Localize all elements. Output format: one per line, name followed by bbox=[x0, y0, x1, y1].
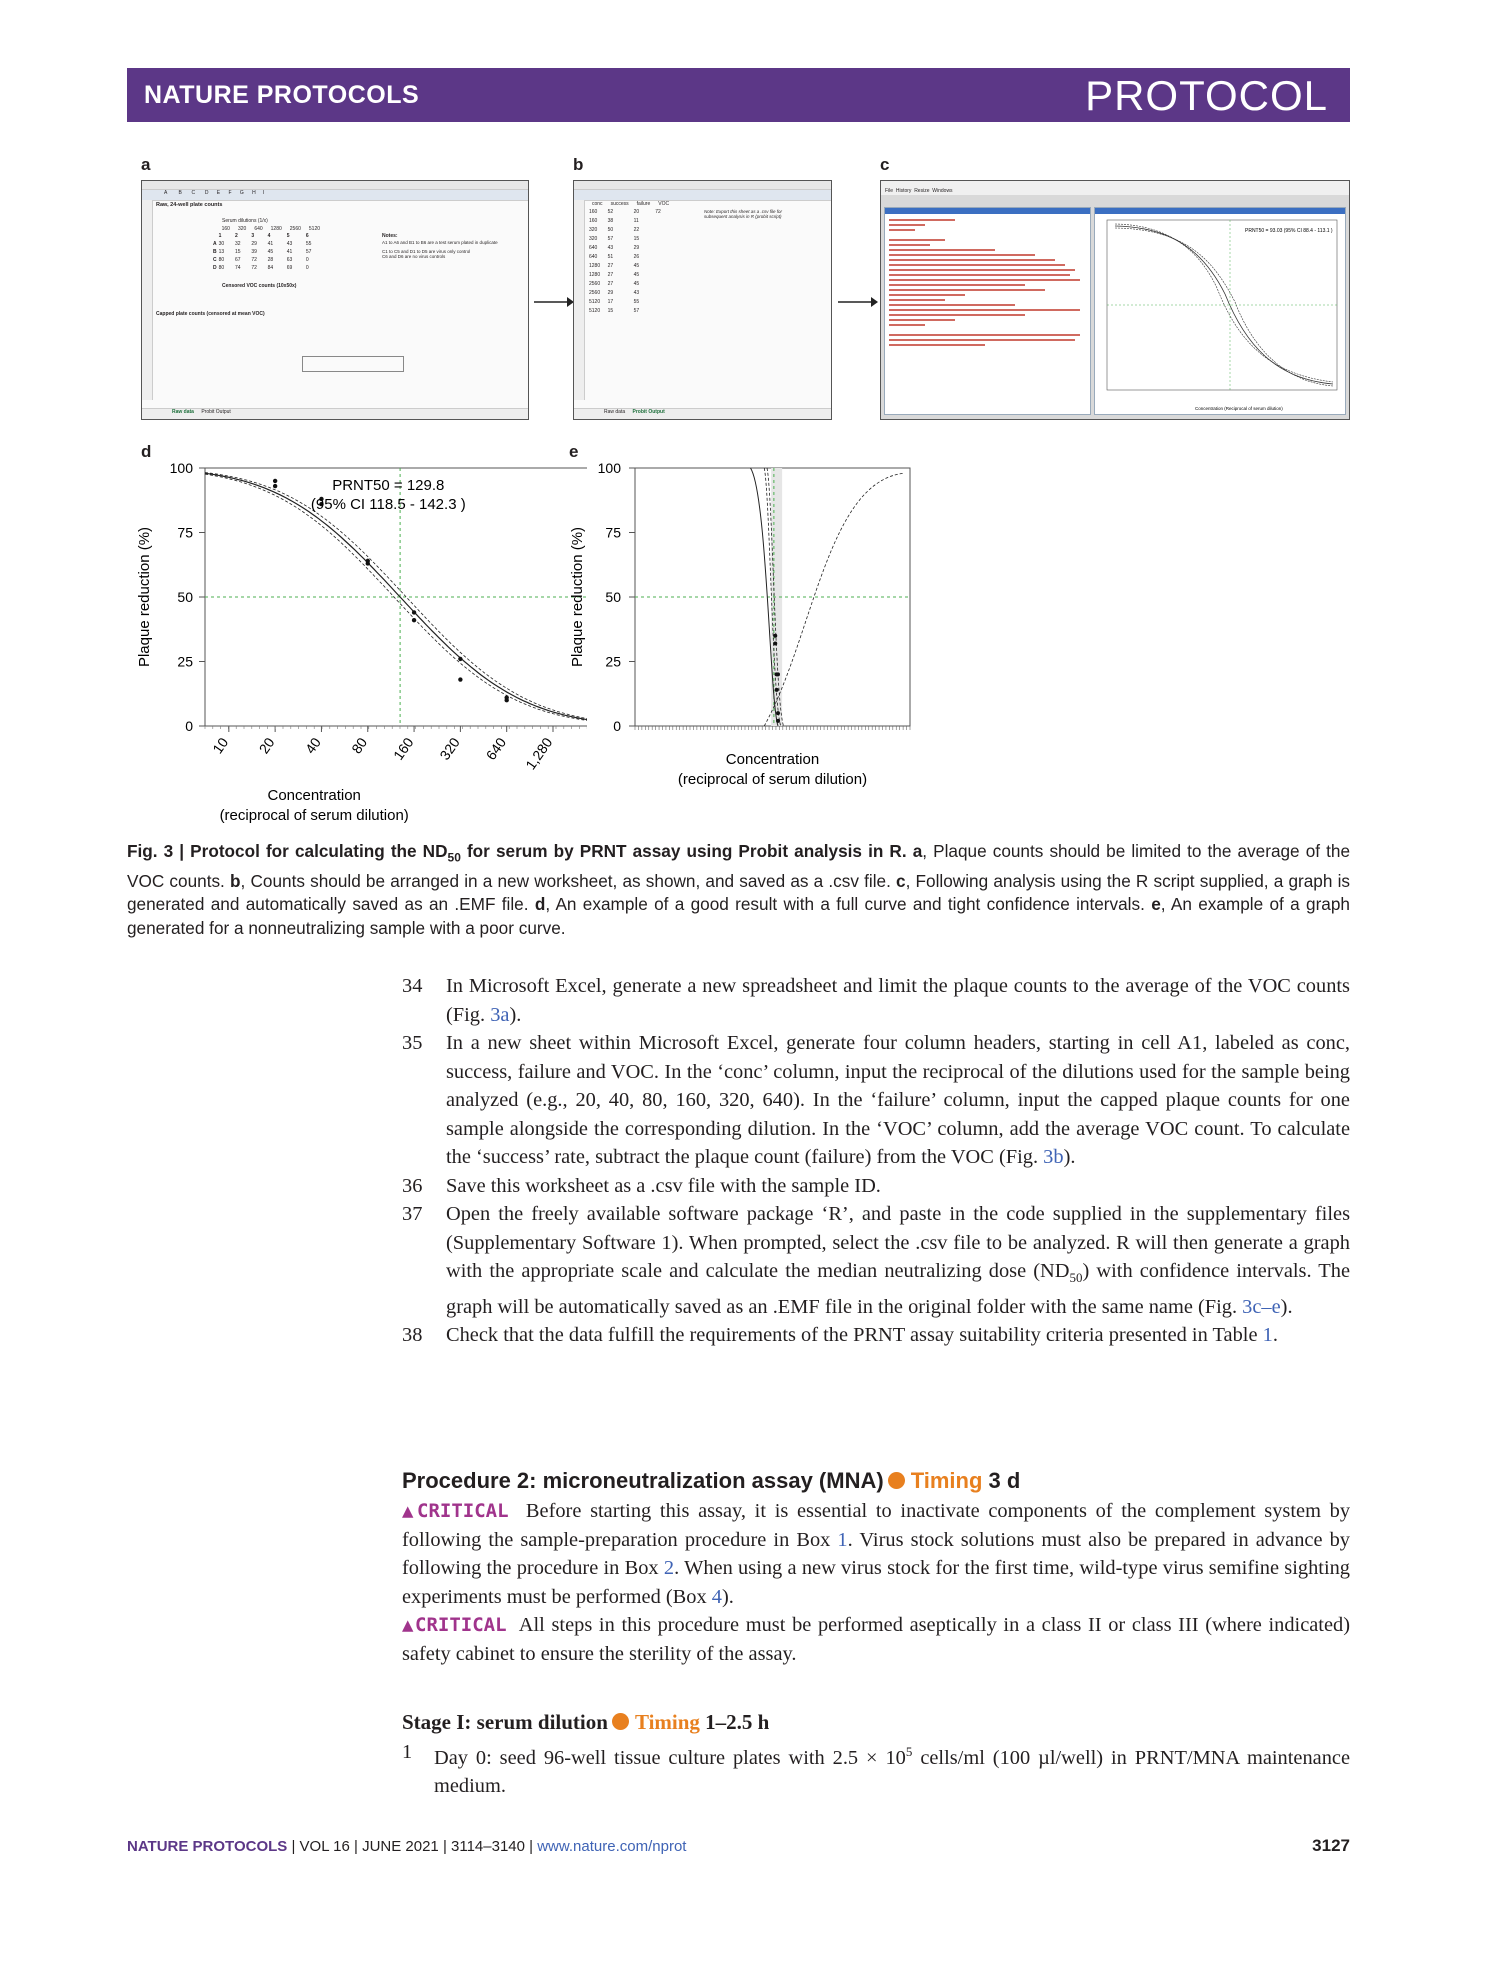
notes-title: Notes: bbox=[382, 233, 398, 239]
nd50-annotation: PRNT50 = 129.8 bbox=[332, 477, 445, 494]
raw-counts-table: 160 320 640 1280 2560 5120 1 2 3 4 5 6 A 30 32 29 41 43 55 B 13 15 39 45 41 57 C 80 67 72 28 63 0 D 80 74 72 84 69 0 bbox=[213, 226, 321, 271]
timing-dot-icon bbox=[888, 1472, 905, 1489]
censored-title: Censored VOC counts (10x50x) bbox=[222, 283, 297, 289]
panel-label-a: a bbox=[141, 155, 151, 174]
probit-input-table: conc success failure VOC 160 52 20 72 160 38 11 320 50 22 320 57 15 640 43 29 640 51 26 1280 27 45 1280 27 45 2560 27 45 2560 29 43 5120 17 55 5120 15 57 bbox=[589, 201, 670, 314]
y-tick-label: 75 bbox=[605, 524, 621, 541]
ci-annotation: (95% CI 118.5 - 142.3 ) bbox=[310, 496, 466, 513]
data-point bbox=[458, 657, 462, 661]
r-menu: File History Resize Windows bbox=[881, 188, 1349, 195]
svg-text:Concentration (Reciprocal of s: Concentration (Reciprocal of serum dilution) bbox=[1195, 406, 1283, 411]
data-point bbox=[773, 641, 777, 645]
y-tick-label: 0 bbox=[185, 718, 193, 734]
chart-e bbox=[560, 440, 920, 800]
ci-upper-curve bbox=[764, 473, 904, 726]
sheet-title: Raw, 24-well plate counts bbox=[156, 202, 223, 208]
x-tick-label: 320 bbox=[436, 734, 463, 763]
y-tick-label: 100 bbox=[169, 460, 193, 476]
data-point bbox=[773, 634, 777, 638]
x-axis-label-2: (reciprocal of serum dilution) bbox=[677, 771, 868, 788]
r-code-lines bbox=[885, 214, 1090, 414]
x-tick-label: 20 bbox=[255, 734, 278, 757]
r-gui-screenshot-c bbox=[880, 180, 1350, 420]
panel-label-e: e bbox=[569, 442, 579, 461]
sheet-tab-probit-b[interactable]: Probit Output bbox=[632, 409, 665, 415]
box-link[interactable]: 2 bbox=[663, 1557, 675, 1579]
r-plot-preview bbox=[1095, 214, 1345, 414]
r-console bbox=[884, 207, 1091, 415]
y-tick-label: 50 bbox=[605, 589, 621, 605]
x-tick-label: 80 bbox=[348, 734, 371, 757]
chart-d bbox=[127, 440, 587, 830]
fig-link[interactable]: 3b bbox=[1043, 1146, 1064, 1168]
procedure-steps bbox=[402, 972, 1350, 1350]
box-link[interactable]: 1 bbox=[837, 1528, 848, 1551]
page-number: 3127 bbox=[1312, 1836, 1350, 1855]
x-axis-label-2: (reciprocal of serum dilution) bbox=[219, 807, 409, 824]
export-note: Note: Export this sheet as a .csv file for subsequent analysis in R (probit script) bbox=[704, 209, 783, 219]
x-tick-label: 160 bbox=[390, 734, 417, 763]
critical-note-2: ▲CRITICAL All steps in this procedure must be performed aseptically in a class II or class III (where indicated) safety cabinet to ensure the sterility of the assay. bbox=[402, 1614, 1351, 1665]
fig-link[interactable]: 3c–e bbox=[1242, 1295, 1281, 1318]
table-link[interactable]: 1 bbox=[1262, 1324, 1273, 1347]
capped-title: Capped plate counts (censored at mean VOC) bbox=[156, 311, 265, 317]
step-35: 35 In a new sheet within Microsoft Excel, generate four column headers, starting in cell A1, labeled as conc, success, failure and VOC. In the ‘conc’ column, input the reciprocal of the dilutions used for the sample being analyzed (e.g., 20, 40, 80, 160, 320, 640). In the ‘failure’ column, input the capped plaque counts for one sample alongside the corresponding dilution. In the ‘VOC’ column, add the average VOC count. To calculate the ‘success’ rate, subtract the plaque count (failure) from the VOC (Fig. 3b). bbox=[402, 1032, 1350, 1168]
spreadsheet-screenshot-b bbox=[573, 180, 832, 420]
x-tick-label: 640 bbox=[482, 734, 510, 763]
data-point bbox=[776, 672, 780, 676]
critical-note-1: ▲CRITICAL Before starting this assay, it is essential to inactivate components of the complement system by following the sample-preparation procedure in Box 1. Virus stock solutions must also be prepared in advance by following the procedure in Box 2. When using a new virus stock for the first time, wild-type virus semifine sighting experiments must be performed (Box 4). bbox=[402, 1500, 1351, 1608]
step-37: 37 Open the freely available software package ‘R’, and paste in the code supplied in the supplementary files (Supplementary Software 1). When prompted, select the .csv file to be analyzed. R will then generate a graph with the appropriate scale and calculate the median neutralizing dose $(ND_{50})$ with confidence intervals. The graph will be automatically saved as an .EMF file in the original folder with the same name (Fig. 3c–e). bbox=[402, 1203, 1351, 1318]
y-axis-label: Plaque reduction (%) bbox=[569, 526, 586, 668]
box-link[interactable]: 4 bbox=[711, 1585, 722, 1608]
data-point bbox=[412, 618, 416, 622]
x-tick-label: 10 bbox=[209, 734, 232, 757]
step-36: 36 Save this worksheet as a .csv file with the sample ID. bbox=[402, 1174, 881, 1197]
sheet-tab-raw[interactable]: Raw data bbox=[172, 409, 194, 415]
panel-label-b: b bbox=[573, 155, 584, 174]
step-1: 1 Day 0: seed 96-well tissue culture plates with $2.5 \times 10^5$ cells/ml (100 µl/well) in PRNT/MNA maintenance medium. bbox=[402, 1741, 1350, 1798]
y-tick-label: 75 bbox=[177, 524, 193, 541]
data-point bbox=[458, 677, 462, 681]
data-point bbox=[775, 688, 779, 692]
page-footer: NATURE PROTOCOLS | VOL 16 | JUNE 2021 | 3114–3140 | www.nature.com/nprot bbox=[127, 1838, 687, 1855]
arrow-right-icon bbox=[534, 295, 574, 309]
panel-label-d: d bbox=[141, 442, 152, 461]
y-tick-label: 25 bbox=[177, 653, 193, 670]
y-tick-label: 100 bbox=[597, 460, 621, 476]
y-axis-label: Plaque reduction (%) bbox=[136, 526, 153, 668]
fig-link[interactable]: 3a bbox=[490, 1003, 510, 1026]
critical-label: ▲CRITICAL bbox=[402, 1614, 507, 1636]
svg-text:PRNT50 = 93.03 (95% CI 88.4 -: PRNT50 = 93.03 (95% CI 88.4 - 113.1 ) bbox=[1245, 228, 1333, 234]
y-tick-label: 25 bbox=[605, 653, 621, 670]
x-tick-label: 40 bbox=[301, 734, 324, 757]
y-tick-label: 0 bbox=[613, 718, 621, 734]
data-point bbox=[412, 610, 416, 614]
data-point bbox=[504, 698, 508, 702]
x-axis-label: Concentration bbox=[267, 787, 361, 804]
step-38: 38 Check that the data fulfill the requirements of the PRNT assay suitability criteria presented in Table 1. bbox=[402, 1324, 1278, 1347]
sheet-tab-raw-b[interactable]: Raw data bbox=[604, 409, 626, 415]
data-point bbox=[776, 719, 780, 723]
figure-caption: Fig. 3 | Protocol for calculating the $ND_{50}$ for serum by PRNT assay using Probit analysis in R. a, Plaque counts should be limited to the average of the VOC counts. b, Counts should be arranged in a new worksheet, as shown, and saved as a .csv file. c, Following analysis using the R script supplied, a graph is generated and automatically saved as an .EMF file. d, An example of a good result with a full curve and tight confidence intervals. e, An example of a graph generated for a nonneutralizing sample with a poor curve. bbox=[127, 841, 1351, 938]
journal-banner bbox=[127, 68, 1350, 122]
serum-label: Serum dilutions (1/x) bbox=[222, 218, 268, 224]
data-point bbox=[273, 479, 277, 483]
step-34: 34 In Microsoft Excel, generate a new spreadsheet and limit the plaque counts to the average of the VOC counts (Fig. 3a). bbox=[402, 975, 1350, 1026]
data-point bbox=[273, 484, 277, 488]
notes: A1 to A6 and B1 to B6 are a test serum plated in duplicate C1 to C5 and D1 to D5 are virus only control C6 and D6 are no virus controls bbox=[382, 240, 498, 259]
x-tick-label: 1,280 bbox=[522, 734, 556, 773]
panel-label-c: c bbox=[880, 155, 890, 174]
journal-name: NATURE PROTOCOLS bbox=[144, 81, 420, 109]
timing-dot-icon bbox=[612, 1713, 629, 1730]
sheet-tab-probit[interactable]: Probit Output bbox=[201, 409, 231, 415]
window-title-bar bbox=[881, 181, 1349, 188]
critical-label: ▲CRITICAL bbox=[402, 1500, 509, 1522]
data-point bbox=[776, 711, 780, 715]
arrow-right-icon bbox=[838, 295, 878, 309]
procedure2-heading: Procedure 2: microneutralization assay (MNA) Timing 3 d bbox=[402, 1468, 1021, 1493]
stage1-heading: Stage I: serum dilution Timing 1–2.5 h bbox=[402, 1710, 770, 1734]
data-point bbox=[366, 559, 370, 563]
journal-url[interactable]: www.nature.com/nprot bbox=[537, 1838, 687, 1855]
r-graphics-window bbox=[1094, 207, 1346, 415]
spreadsheet-screenshot-a: A B C D E F G H I Raw, 24-well plate counts Serum dilutions (1/x) 160 320 640 1280 2560 5120 1 2 3 4 5 6 A 30 32 29 41 43 55 B 13 15 39 45 41 57 C 80 67 72 28 63 0 D 80 74 72 84 69 0 Notes: A1 to A6 and B1 to B6 are a test serum plated in duplicate C1 to C5 and D1 to D5 are virus only control C6 and D6 are no virus controls Censored VOC counts (10x50x) Capped plate counts (censored at mean VOC) Raw data Probit Output bbox=[141, 180, 529, 420]
stage1-steps bbox=[402, 1738, 1350, 1801]
x-axis-label: Concentration bbox=[725, 751, 820, 768]
y-tick-label: 50 bbox=[177, 589, 193, 605]
article-type: PROTOCOL bbox=[1085, 72, 1328, 119]
